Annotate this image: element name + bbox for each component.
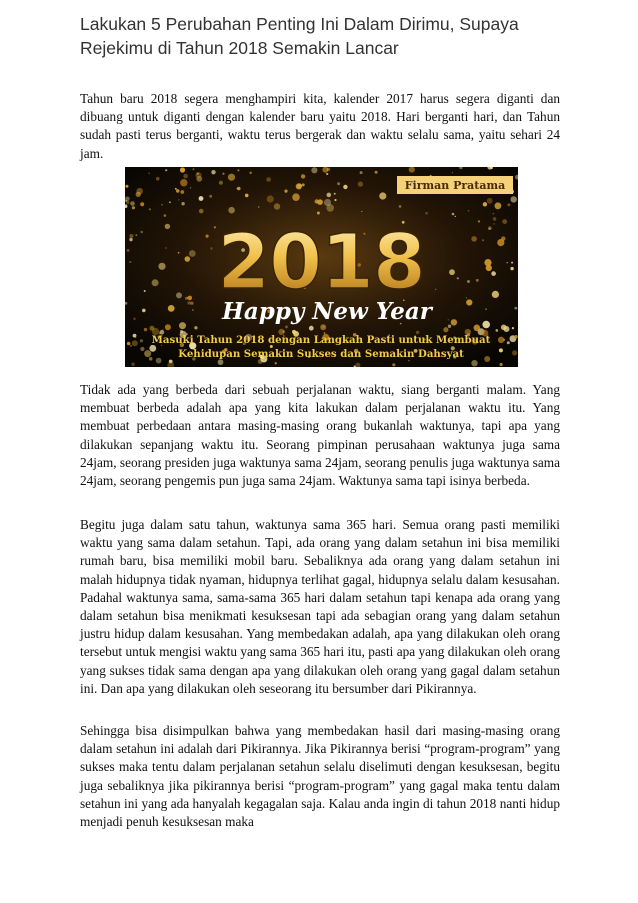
sparkle	[158, 263, 165, 270]
sparkle	[485, 309, 486, 310]
sparkle	[512, 327, 514, 329]
sparkle	[129, 261, 131, 263]
sparkle	[135, 337, 136, 338]
sparkle	[358, 181, 363, 186]
sparkle	[455, 216, 456, 217]
sparkle	[267, 195, 274, 202]
sparkle	[176, 189, 180, 193]
sparkle	[292, 193, 300, 201]
sparkle	[189, 250, 196, 257]
banner-tagline-line-1: Masuki Tahun 2018 dengan Langkah Pasti untuk Membuat	[151, 334, 491, 346]
sparkle	[302, 183, 305, 186]
sparkle	[466, 297, 467, 298]
sparkle	[514, 307, 517, 310]
sparkle	[483, 202, 487, 206]
author-tag: Firman Pratama	[404, 179, 506, 192]
sparkle	[169, 201, 171, 203]
sparkle	[326, 204, 334, 212]
sparkle	[491, 271, 496, 276]
sparkle	[501, 325, 507, 331]
sparkle	[249, 172, 252, 175]
sparkle	[301, 174, 305, 178]
sparkle	[452, 172, 453, 173]
sparkle	[161, 204, 162, 205]
sparkle	[199, 209, 204, 214]
sparkle	[140, 202, 144, 206]
sparkle	[334, 199, 336, 201]
sparkle	[164, 214, 167, 217]
sparkle	[474, 325, 481, 332]
sparkle	[425, 212, 428, 215]
sparkle	[209, 195, 212, 198]
sparkle	[165, 169, 167, 171]
sparkle	[188, 296, 193, 301]
sparkle	[144, 290, 146, 292]
sparkle	[180, 167, 185, 172]
sparkle	[375, 171, 378, 174]
sparkle	[487, 198, 493, 204]
sparkle	[499, 348, 503, 352]
sparkle	[144, 350, 151, 357]
sparkle	[309, 326, 314, 331]
sparkle	[175, 188, 177, 190]
sparkle	[152, 279, 159, 286]
sparkle	[489, 228, 491, 230]
sparkle	[165, 224, 170, 229]
sparkle	[511, 262, 513, 264]
sparkle	[218, 359, 224, 365]
sparkle	[178, 199, 179, 200]
sparkle	[228, 174, 235, 181]
sparkle	[392, 363, 395, 366]
sparkle	[471, 236, 477, 242]
sparkle	[211, 170, 215, 174]
sparkle	[190, 187, 191, 188]
sparkle	[149, 208, 151, 210]
sparkle	[237, 169, 239, 171]
sparkle	[140, 347, 144, 351]
sparkle	[142, 309, 146, 313]
sparkle	[327, 193, 332, 198]
sparkle	[327, 168, 330, 171]
new-year-banner-image	[125, 167, 518, 367]
sparkle	[311, 167, 317, 173]
sparkle	[127, 342, 131, 346]
article-title: Lakukan 5 Perubahan Penting Ini Dalam Dirimu, Supaya Rejekimu di Tahun 2018 Semakin Lancar	[80, 14, 519, 58]
sparkle	[435, 289, 436, 290]
sparkle	[399, 205, 402, 208]
sparkle	[360, 171, 363, 174]
article-paragraph: Sehingga bisa disimpulkan bahwa yang membedakan hasil dari masing-masing orang dalam setahun ini adalah dari Pikirannya. Jika Pikirannya berisi “program-program” yang sukses maka tentu dalam perjalanan setahun selalu diselimuti dengan kesuksesan, begitu juga sebaliknya jika pikirannya berisi “program-program” yang gagal maka tentu dalam setahun ini yang ada hanyalah kegagalan saja. Kalau anda ingin di tahun 2018 nanti hidup menjadi penuh kesuksesan maka	[80, 723, 560, 830]
sparkle	[507, 262, 508, 263]
sparkle	[185, 256, 191, 262]
sparkle	[337, 182, 340, 185]
sparkle	[457, 277, 459, 279]
sparkle	[133, 318, 136, 321]
sparkle	[165, 324, 171, 330]
sparkle	[266, 177, 271, 182]
sparkle	[484, 259, 491, 266]
sparkle	[245, 194, 249, 198]
sparkle	[361, 211, 362, 212]
sparkle	[210, 247, 212, 249]
sparkle	[468, 210, 470, 212]
sparkle	[315, 199, 319, 203]
banner-greeting: Happy New Year	[222, 298, 432, 325]
sparkle	[219, 181, 223, 185]
sparkle	[512, 350, 517, 355]
sparkle	[180, 179, 187, 186]
sparkle	[493, 213, 495, 215]
sparkle	[502, 219, 507, 224]
sparkle	[132, 206, 135, 209]
sparkle	[492, 291, 499, 298]
sparkle	[467, 280, 470, 283]
sparkle	[379, 192, 386, 199]
sparkle	[126, 185, 129, 188]
banner-graphic	[125, 167, 518, 367]
sparkle	[510, 267, 513, 270]
sparkle	[493, 223, 495, 225]
article-paragraph: Tahun baru 2018 segera menghampiri kita, kalender 2017 harus segera diganti dan dibuang untuk diganti dengan kalender baru yaitu 2018. Hari berganti hari, dan Tahun sudah pasti terus berganti, waktu terus bergerak dan waktu selalu sama, yaitu sehari 24 jam.	[80, 91, 560, 161]
sparkle	[193, 168, 195, 170]
sparkle	[149, 357, 153, 361]
sparkle	[136, 192, 141, 197]
sparkle	[199, 196, 204, 201]
sparkle	[275, 362, 277, 364]
sparkle	[452, 213, 455, 216]
sparkle	[162, 329, 164, 331]
sparkle	[478, 220, 480, 222]
sparkle	[206, 235, 209, 238]
sparkle	[317, 212, 320, 215]
article-paragraph: Begitu juga dalam satu tahun, waktunya sama 365 hari. Semua orang pasti memiliki waktu yang sama dalam setahun. Tapi, ada orang yang dalam setahun ini bisa memiliki rumah baru, bisa memiliki mobil baru. Sebaliknya ada orang yang dalam setahun ini malah hidupnya tidak nyaman, hidupnya terlihat gagal, hidupnya selalu dalam kesusahan. Padahal waktunya sama, sama-sama 365 hari dalam setahun tapi kenapa ada orang yang dalam setahun bisa menikmati kesuksesan tapi ada sebagian orang yang dalam setahun justru hidup dalam kesusahan. Yang membedakan adalah, apa yang dilakukan oleh orang tersebut untuk mengisi waktu yang sama 365 hari itu, pasti apa yang dilakukan oleh orang yang sukses tidak sama dengan apa yang dilakukan oleh orang yang gagal dalam setahun ini. Dan apa yang dilakukan oleh seseorang itu bersumber dari Pikirannya.	[80, 517, 560, 696]
sparkle	[451, 319, 457, 325]
sparkle	[214, 226, 216, 228]
sparkle	[285, 326, 288, 329]
sparkle	[507, 203, 510, 206]
sparkle	[135, 234, 137, 236]
sparkle	[185, 297, 188, 300]
sparkle	[448, 325, 451, 328]
sparkle	[180, 190, 184, 194]
sparkle	[296, 183, 302, 189]
sparkle	[498, 337, 504, 343]
sparkle	[183, 174, 188, 179]
sparkle	[156, 177, 160, 181]
sparkle	[127, 249, 130, 252]
sparkle	[140, 339, 143, 342]
sparkle	[495, 202, 502, 209]
sparkle	[320, 324, 326, 330]
sparkle	[192, 309, 193, 310]
sparkle	[178, 252, 180, 254]
article-paragraph: Tidak ada yang berbeda dari sebuah perjalanan waktu, siang berganti malam. Yang membuat berbeda adalah apa yang kita lakukan dalam perjalanan waktu itu. Yang membuat perbedaan antara masing-masing orang bukanlah waktunya, tapi apa yang dilakukan sepanjang waktu itu. Seorang pimpinan perusahaan waktunya juga sama 24jam, seorang presiden juga waktunya sama 24jam, seorang penulis juga waktunya sama 24jam, seorang pengemis pun juga sama 24jam. Waktunya sama tapi isinya berbeda.	[80, 382, 560, 489]
sparkle	[156, 358, 162, 364]
sparkle	[125, 200, 127, 202]
sparkle	[482, 239, 484, 241]
sparkle	[176, 292, 182, 298]
sparkle	[195, 172, 201, 178]
sparkle	[484, 356, 490, 362]
sparkle	[132, 340, 138, 346]
sparkle	[194, 326, 197, 329]
sparkle	[187, 301, 190, 304]
sparkle	[258, 206, 260, 208]
sparkle	[168, 305, 175, 312]
sparkle	[237, 187, 241, 191]
sparkle	[507, 341, 510, 344]
sparkle	[130, 345, 132, 347]
sparkle	[343, 185, 347, 189]
sparkle	[148, 172, 150, 174]
banner-year: 2018	[217, 217, 425, 306]
sparkle	[140, 231, 143, 234]
sparkle	[130, 201, 135, 206]
sparkle	[334, 193, 336, 195]
sparkle	[443, 327, 448, 332]
sparkle	[326, 173, 328, 175]
sparkle	[496, 329, 499, 332]
sparkle	[179, 322, 186, 329]
sparkle	[482, 321, 490, 329]
sparkle	[181, 202, 184, 205]
sparkle	[284, 190, 287, 193]
sparkle	[471, 360, 477, 366]
banner-tagline-line-2: Kehidupan Semakin Sukses dan Semakin Dahsyat	[178, 348, 464, 360]
sparkle	[222, 173, 224, 175]
sparkle	[274, 203, 280, 209]
sparkle	[129, 238, 132, 241]
sparkle	[466, 299, 472, 305]
sparkle	[514, 335, 517, 338]
sparkle	[500, 363, 503, 366]
sparkle	[448, 319, 449, 320]
sparkle	[165, 247, 167, 249]
sparkle	[144, 328, 147, 331]
sparkle	[493, 217, 497, 221]
sparkle	[131, 362, 135, 366]
sparkle	[476, 279, 479, 282]
sparkle	[501, 236, 505, 240]
sparkle	[129, 234, 133, 238]
sparkle	[228, 207, 235, 214]
sparkle	[511, 196, 517, 202]
sparkle	[449, 269, 455, 275]
